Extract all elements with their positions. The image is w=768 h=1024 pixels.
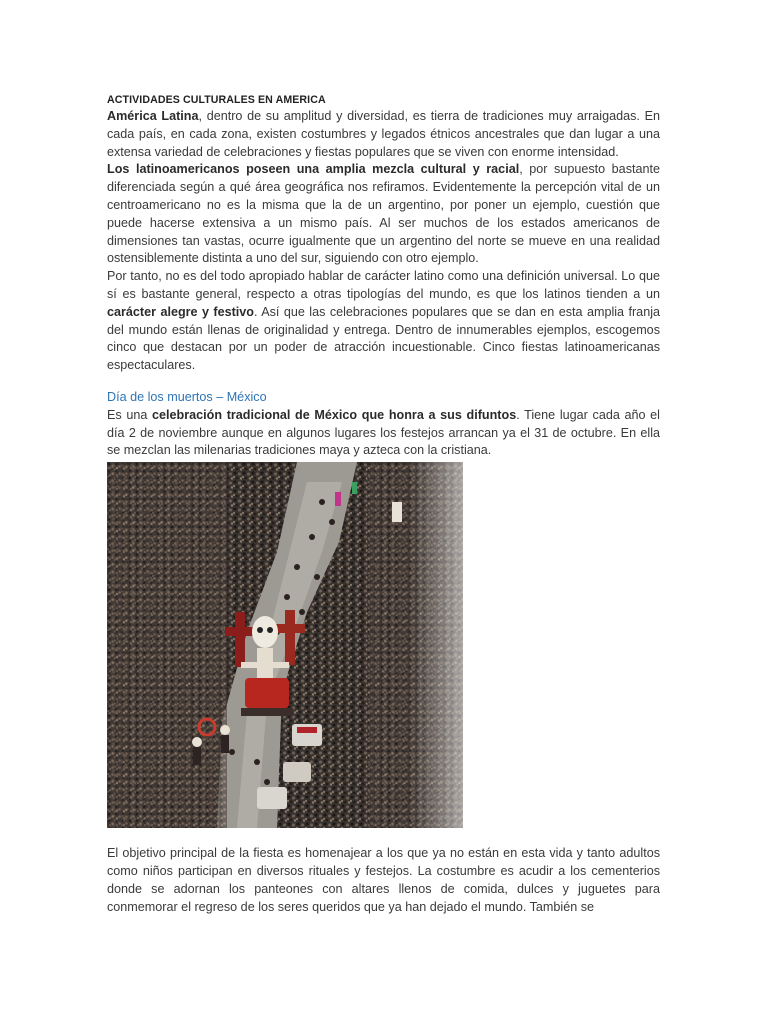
paragraph-text: , dentro de su amplitud y diversidad, es tierra de tradiciones muy arraigadas. En cada país, en cada zona, existen costumbres y legados étnicos ancestrales que dan lugar a una extensa variedad de celebraciones y fiestas populares que se viven con enorme intensidad. bbox=[107, 109, 660, 159]
document-body bbox=[107, 92, 660, 916]
bold-text: celebración tradicional de México que honra a sus difuntos bbox=[152, 407, 517, 422]
paragraph-text: , por supuesto bastante diferenciada según a qué área geográfica nos refiramos. Evidentemente la percepción vital de un centroamericano no es la misma que la de un argentino, por poner un ejemplo, cuestión que puede hacerse extensiva a un mismo país. Al ser muchos de los estados americanos de dimensiones tan vastas, ocurre igualmente que un argentino del norte se mueve en una realidad ostensiblemente distinta a uno del sur, siguiendo con otro ejemplo. bbox=[107, 162, 660, 266]
paragraph-text: Por tanto, no es del todo apropiado hablar de carácter latino como una definición universal. Lo que sí es bastante general, respecto a otras tipologías del mundo, es que los latinos tienden a un bbox=[107, 269, 660, 301]
paragraph-mix bbox=[107, 161, 660, 268]
bold-text: Los latinoamericanos poseen una amplia mezcla cultural y racial bbox=[107, 162, 520, 177]
paragraph-intro bbox=[107, 108, 660, 161]
paragraph-text: . Tiene lugar cada año el día 2 de noviembre aunque en algunos lugares los festejos arrancan ya el 31 de octubre. En ella se mezclan las milenarias tradiciones maya y azteca con la cristiana. bbox=[107, 407, 660, 458]
section-heading: Día de los muertos – México bbox=[107, 389, 267, 404]
paragraph-dia-muertos bbox=[107, 407, 660, 460]
bold-text: carácter alegre y festivo bbox=[107, 304, 254, 319]
parade-photo bbox=[107, 462, 463, 828]
bold-text: América Latina bbox=[107, 109, 199, 123]
paragraph-text: Es una bbox=[107, 407, 153, 422]
paragraph-text: . Así que las celebraciones populares que se dan en esta amplia franja del mundo están llenas de originalidad y entrega. Dentro de innumerables ejemplos, escogemos cinco que destacan por un poder de atracción incuestionable. Cinco fiestas latinoamericanas espectaculares. bbox=[107, 304, 660, 373]
paragraph-objective: El objetivo principal de la fiesta es homenajear a los que ya no están en esta vida y tanto adultos como niños participan en diversos rituales y festejos. La costumbre es acudir a los cementerios donde se adornan los panteones con altares llenos de comida, dulces y juguetes para conmemorar el regreso de los seres queridos que ya han dejado el mundo. También se bbox=[107, 846, 660, 914]
paragraph-character bbox=[107, 268, 660, 375]
document-title: ACTIVIDADES CULTURALES EN AMERICA bbox=[107, 94, 326, 106]
